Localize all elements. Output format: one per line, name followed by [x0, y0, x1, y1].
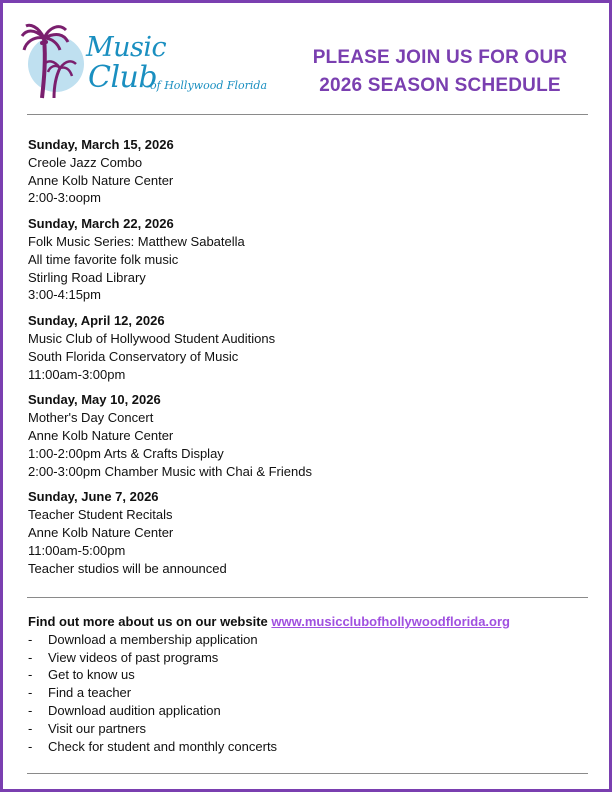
event-detail: Anne Kolb Nature Center: [28, 172, 174, 188]
list-item: - Find a teacher: [28, 685, 132, 701]
event-detail: Teacher studios will be announced: [28, 560, 227, 576]
event-detail: 11:00am-3:00pm: [28, 366, 126, 382]
event-detail: South Florida Conservatory of Music: [28, 348, 239, 364]
list-item: - Visit our partners: [28, 720, 147, 736]
title-line-2: 2026 SEASON SCHEDULE: [319, 75, 561, 96]
event-detail: 11:00am-5:00pm: [28, 542, 126, 558]
event-detail: All time favorite folk music: [28, 251, 179, 267]
logo-text-club: Club: [88, 60, 158, 95]
palm-trees-sun-icon: [20, 20, 90, 102]
event-detail: Anne Kolb Nature Center: [28, 524, 174, 540]
event-item: [28, 312, 568, 383]
divider-top: [27, 114, 588, 115]
event-detail: 2:00-3:oopm: [28, 190, 101, 206]
event-item: [28, 215, 568, 304]
list-item: - Get to know us: [28, 667, 135, 683]
page-title: [290, 44, 590, 100]
list-item: - Download audition application: [28, 702, 221, 718]
music-club-logo: [20, 20, 270, 102]
list-item: - Check for student and monthly concerts: [28, 738, 278, 754]
more-info-section: [28, 613, 588, 755]
event-detail: Folk Music Series: Matthew Sabatella: [28, 233, 245, 249]
website-link[interactable]: www.musicclubofhollywoodflorida.org: [271, 614, 510, 629]
title-line-1: PLEASE JOIN US FOR OUR: [312, 47, 568, 68]
features-list: [28, 631, 588, 756]
event-date: Sunday, June 7, 2026: [28, 489, 159, 505]
event-detail: 2:00-3:00pm Chamber Music with Chai & Friends: [28, 463, 312, 479]
event-detail: Stirling Road Library: [28, 269, 146, 285]
logo-text-location: of Hollywood Florida: [150, 79, 268, 92]
event-detail: Mother's Day Concert: [28, 410, 154, 426]
event-item: [28, 136, 568, 207]
event-detail: 1:00-2:00pm Arts & Crafts Display: [28, 445, 224, 461]
event-detail: Anne Kolb Nature Center: [28, 427, 174, 443]
event-date: Sunday, March 15, 2026: [28, 137, 174, 152]
logo-text-music: Music: [86, 32, 167, 63]
list-item: - Download a membership application: [28, 631, 258, 647]
more-info-lead: Find out more about us on our website: [28, 614, 268, 629]
event-item: [28, 488, 568, 577]
list-item: - View videos of past programs: [28, 649, 219, 665]
event-date: Sunday, April 12, 2026: [28, 313, 165, 329]
event-schedule: [28, 136, 568, 585]
event-item: [28, 391, 568, 480]
divider-bottom: [27, 773, 588, 774]
event-detail: Music Club of Hollywood Student Auditions: [28, 330, 276, 346]
event-detail: Creole Jazz Combo: [28, 154, 143, 170]
event-detail: 3:00-4:15pm: [28, 287, 101, 303]
event-date: Sunday, March 22, 2026: [28, 216, 174, 232]
divider-middle: [27, 597, 588, 598]
event-detail: Teacher Student Recitals: [28, 507, 173, 523]
event-date: Sunday, May 10, 2026: [28, 392, 161, 408]
